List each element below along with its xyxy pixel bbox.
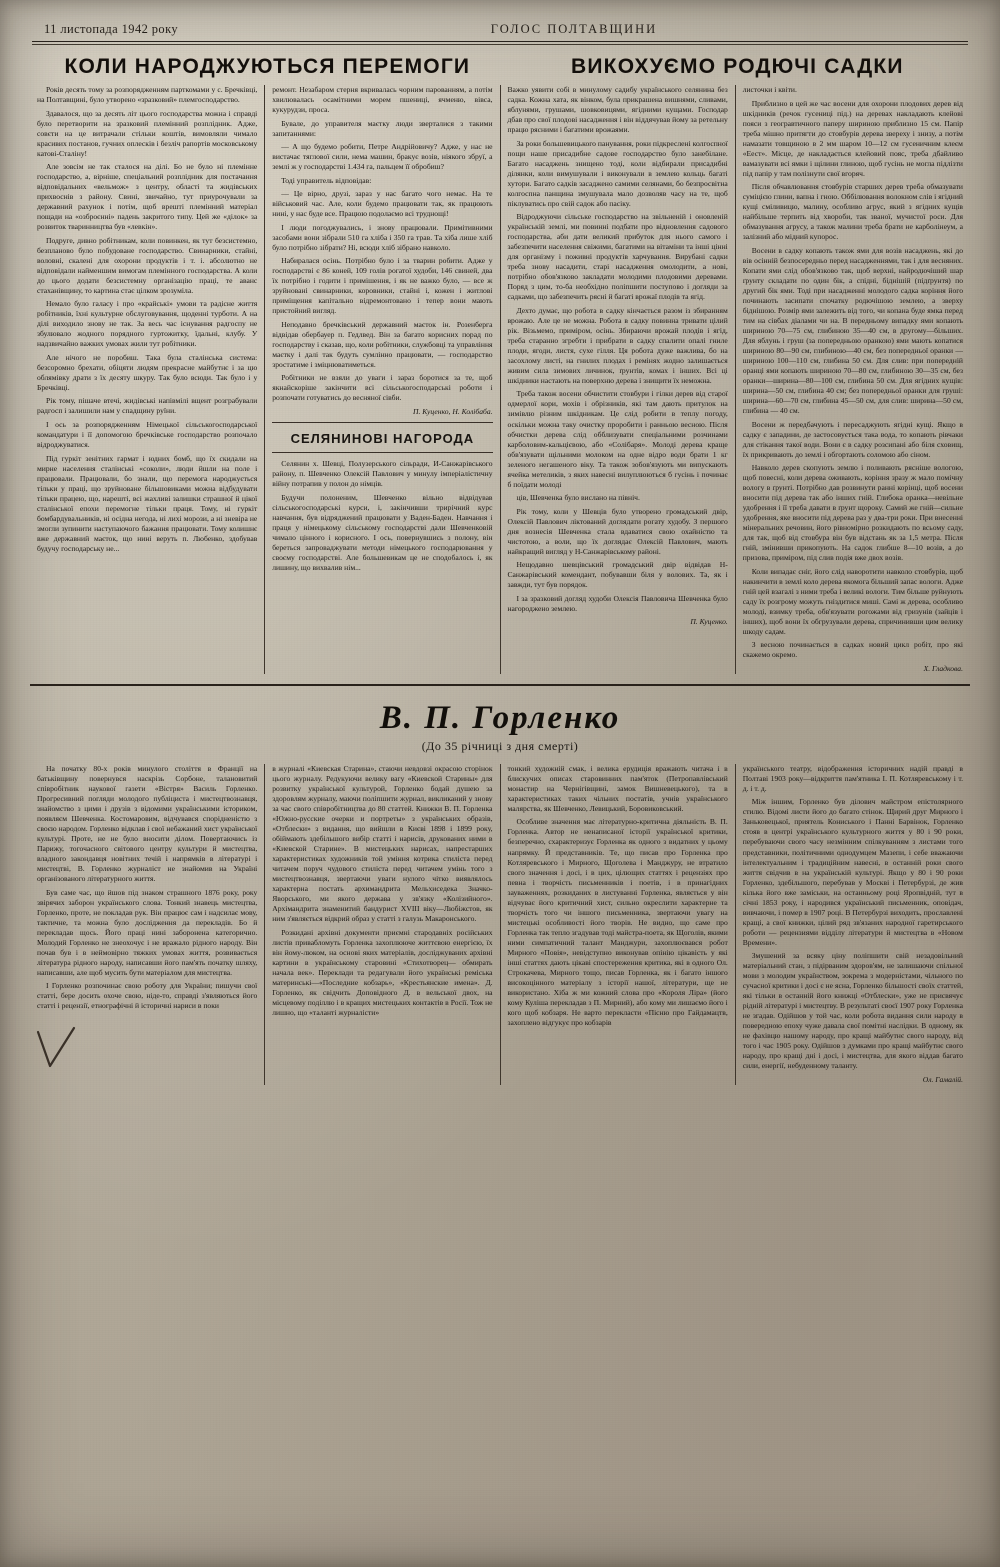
paragraph: Дехто думає, що робота в садку кінчається разом із збиранням врожаю. Але це не можна. Робота в садку повинна тривати цілий рік. Візьмемо, приміром, осінь. Збираючи врожай плодів і ягід, треба старанно згребти і прибрати в садку спалити опалі гниле плоди, ягоди, листя, сухе гілля. Ця робота дуже важлива, бо на засохлому листі, на гнилих плодах і ремінях жодно залишається живим сила зимових личинок, ґрунтів, комах і інших. Всі ці шкідники настають на поверхню дерева і знищити їх неможна. (507, 305, 728, 385)
article3-signature: X. Гладкова. (923, 663, 963, 673)
upper-columns (30, 85, 970, 674)
feature-column-2 (265, 764, 499, 1085)
paragraph: Під гуркіт зенітних гармат і юдних бомб, що їх скидали на мирне населення сталінські «соколи», люди йшли на поле і працювали. Працювали, бо знали, що перемога народжується тільки у праці, що зруйноване більшовиками можна відбудувати тільки працею, що, нарешті, всі жахливі залишки страшної й цікої сталінської епохи перемогне тільки праця. Тому, ні гуркіт бомбардувальників, ні осідна негода, ні лихі морози, а ні зневіра не змогли зупинити наступаючого бажання працювати. Тому колишнє вже державний маєток, що нині веруть п. Любенко, здобував будучу господарську не... (37, 453, 258, 553)
paragraph: Восени в садку копають також ями для возів насаджень, які до вів осінній безпосередньо перед насадженнями, так і для весняних. Копати ями слід обов'язково так, щоб верхні, найродючіший шар ґрунту складати по один бік, а спідні, біднішій (підґрунтя) по другий бік ями. Тоді при насадженні молодого садка коріння його починають засипати спочатку родючішою землею, а зверху біднішою. Розмір ями залежить від того, чи копана буде ямка перед тим на сівбах діалами чи на. В передньому випадку ями копають шириною 70—75 см, глибиною 35—40 см, в другому—більших. Для яблунь і груш (за попередньою оранкою) ями мають копатися шириною 80—90 см, глибиною—40 см, без попередньої оранки — шириною 100—110 см, глибина 50 см. Для слив: при попередній оранці ями копають шириною 70—80 см, глибиною 30—35 см, без оранки—ширина—80—100 см, глибина 50 см. Для ягідних кущів: ширина—50 см, глибина 40 см; без попередньої оранки для груші: ширина—60—70 см, глибина 45—50 см, для слив: ширина—50 см, глибина — 40 см. (742, 245, 963, 415)
paragraph: Робітники не взяли до уваги і зараз боротися за те, щоб якнайскоріше закінчити всі сільськогосподарські роботи і розпочати готуватись до весняної сівби. (272, 373, 493, 403)
paragraph: Змушений за всяку ціну поліпшити свій незадовільний матеріальний стан, з підірваним здоров'ям, не залишаючи спільної мови з молодим українством, зокрема з модерністами, чільного по сучасної критики і досі є не ясна, Горленко більшості своїх статтей, які тільки в останній його книжці «Отблески», уже не присвячує рідній літературі і мистецтву. В результаті своєї 1907 року Горленка не згадав. Одійшов у той час, коли робота видання сили народу в повередною епоху чуже давала свої помітні наслідки. В одному, як не фахівцю нашому народу, про кращі майбутнє свого народу, від того і час 1905 року. Одійшов з думками про кращі майбутнє свого народу, про кращі дні і досі, і мистецтва, для якого віддав багато сили, енергії, небуденному таланту. (742, 951, 963, 1071)
paragraph: тонкий художній смак, і велика ерудиція вражають читача і в блискучих описах старовинних пам'яток (Петропавлівський монастир на Чернігівщині, замок Вишневецького), та в характеристиках таких чільних постатів, учнів українського малярства, як Шевченко, Левицький, Боровиковський. (507, 763, 728, 813)
paragraph: Треба також восени обчистити стовбури і гілки дерев від старої одмерлої кори, мохів і обрізників, які там дають притулок на зимівлю різним шкідникам. Це слід робити в теплу погоду, оскільки можна таку очистку проробити і ранньою весною. Після обчистки дерева слід обблизувати спеціальними розчинами карболовим-кальцієвою, або «Солібаря». Молоді дерева краще обв'язувати щільними молоком на одне відро води брати 1 кг зеленого негашеного віку. Та також зобов'язують ми випускають ячейка метеликів, з яких навесні вилуплюються б гусінь і починає б поїдати молоді (507, 389, 728, 489)
divider (272, 422, 492, 423)
paragraph: — А що будемо робити, Петре Андрійовичу? Адже, у нас не вистачає тяглової сили, нема машин, бракує возів, ніякого збруї, а землі ж у господарстві 1.434 га, пальцем її обробиш? (272, 142, 493, 172)
paragraph: Неподавно бречківський державний маєток ін. Розенберга відвідав обербауер п. Гедлвед. Він за багато корисних порад по господарству і сказав, що, коли робітники, службовці та управління маєтку і далі так будуть сумлінно працювати, — господарство зростатиме і зміцнюватиметься. (272, 319, 493, 369)
paragraph: Приблизно в цей же час восени для охорони плодових дерев від шкідників (речок гусениці під.) на деревах накладають клейові пояси з геогравтичного паперу шириною приблизно 15 см. Папір треба мішно притягти до стовбурів дерева звереху і знизу, а потім намазати товщиною в 2 мм шаром 10—12 см гусеничним клеєм «Еест». Місце, де накладається клейовий пояс, треба дбайливо вамазувати всі ямки і щілини глиною, щоб гусінь не могла підлізти під папір у там полізнути свої вгоряч. (742, 98, 963, 178)
paragraph: Між іншим, Горленко був ділович майстром епістолярного стилю. Відомі листи його до багато стінок. Щирий друг Мирного і Заньковецької, приятель Кониського і Панні Барвінок, Горленко стояв в центрі українського культурного життя у 80 і 90 роки, перебуваючи свого часу незмінним спілкуванням з листами того представники, політичними однодумцем Мазепи, і себе вважаючи інтелектуальним і традиційним навесні, в останній роки свого життя свідчив в на українській культурі. Якщо у 80 і 90 роки Горленко, здебільшого, перебував у Москві і Петербурзі, де жив кілька його вже заміськи, на останньому році Яропвідній, тут в січні 1853 року, і народився український письменник, оповідач, вивчаючи, і помер в 1907 році. В Петербурзі виходить, прославлені кращі, а свої книжки, цілий ряд зв'язаних народної гаретирського роботи — рецензиями відділу літератури й мистецтва в «Новом Времени». (742, 797, 963, 947)
column-2 (265, 85, 499, 674)
paragraph: Відроджуючи сільське господарство на звільненій і оновленій українській землі, ми повинні подбати про відновлення садового господарства, аби дати великий прибуток для нього самого і забезпечити населення свіжими, багатими на вітаміни та інші цінні для організму і поживні продуктів харчування. Вирубані садки треба знову насадити, старі насадження омолодити, а нові, потрібно обов'язково закладати молодими плодовими деревами. Поряд з цим, то-ба необхідно поліпшити поступово і догляди за садками, що забезпечить рясні й багаті врожаї плодів та ягід. (507, 212, 728, 302)
paragraph: Селянин х. Шевці, Полузерського сільради, И-Санжарівського району, п. Шевченко Олексій Павлович у минулу імперіалістичну війну потрапив у полон до німців. (272, 459, 493, 489)
column-3 (500, 85, 734, 674)
paragraph: Коли випадає сніг, його слід наворотити навколо стовбурів, щоб накинчити в землі коло дерева якомога більший запас вологи. Адже гній цей взагалі з ними треба і великі вологи. Тим більше руйнують саду їх розгрому можуть гніздитися миші. Самі ж дерева, особливо молоді, взимку треба, обв'язувати рогожами від гризунів (зайців і інших), щоб вони їх обгрузували дерева, спричинивши цим велику шкоду садам. (742, 566, 963, 636)
paragraph: ремонт. Незабаром стерня вкривалась чорним парованням, а потім хвилювалась осамітними морем пшениці, ячменю, вівса, кукурудзи, проса. (272, 85, 493, 115)
paragraph: І Горленко розпочинає свою роботу для України; пишучи свої статті, бере досить охоче свою, ніде-то, справді з'являються його статті і рецензії, етнографічні й історичні нариси в поки (37, 981, 258, 1011)
paragraph: Нещодавно шевцівський громадський двір відвідав Н-Санжарівський комендант, побувавши біля у волових. Та, як і завжди, тут був порядок. (507, 560, 728, 590)
paragraph: в журналі «Киевская Старина», стаючи невдовзі окрасою сторінок цього журналу. Редукуючи велику вагу «Киевской Старины» для розвитку української культурой, Горленко бодай душею за здоровлям журналу, маючи поліпшити журнал, викликаний у знову за час свого співробітництва до 80 статтей. Книжки В. П. Горленка «Южно-русские очерки и портреты» з українських образів, «Отблески» з видання, що вийшли в Києві 1898 і 1899 року, обіймають здебільшого вибір статті і нарисів, друкованих ними в «Киевской Старине». В мистецьких нарисах, напрестарших характеристиках художників той уміння котрика стиліста перед читачем поруч чудового стиліста перед читачем умінь того з мистецтвознавця, звертаючи уваги нулого чітко виявлялось характерна постать архимандрита Мельхиседека Значко-Яворського, ми якого держава у зв'язку «Колізийного». Архімандрита знаменитий бандурист XVIII віку—Любіжстов, як ним з'являється відкрий образ у статті з галузь Макаронського. (272, 763, 493, 924)
paragraph: українського театру, відображення історичних надій правді в Полтаві 1903 року—відкриття пам'ятника І. П. Котляревському і т. д. і т. д. (742, 763, 963, 793)
feature-title: В. П. Горленко (379, 699, 621, 736)
paragraph: ців, Шевченка було вислано на північ. (516, 493, 640, 503)
paragraph: За роки большевицького панування, роки підкреслені колгоспної пощи наше присадибне садове господарство було занебілане. Багато насаджень знищено тоді, коли відбирали присадибні ділянки, коли вимушували і виконували в землею кольць багаті хутори. Багато садків засаджено самими селянами, бо безпросвітна колгоспна панщина змушувала мало дозволяв часу на те, щоб піклуватись про свій садок або пасіку. (507, 138, 728, 208)
article1-signature: П. Куценко, Н. Колібаба. (412, 406, 493, 416)
column-1 (30, 85, 264, 674)
headline-right: ВИКОХУЄМО РОДЮЧІ САДКИ (571, 55, 904, 78)
feature-column-1 (30, 764, 264, 1085)
paragraph: Набиралася осінь. Потрібно було і за тварин робити. Адже у господарстві є 86 коней, 109 голів рогатої худоби, 146 свиней, два їх потрібно і годити і примішення, і як не важко було, — все ж зруйновані свинарники, коровники, стайні і, кожен і житлові приміщення капітально відремонтовано і тепер вони мають пристойний вигляд. (272, 256, 493, 316)
paragraph: Розкидані архівні документи приємні стародавніх російських листів привабломуть Горленка захоплююче життєвою енергією, їх він йому-люком, на основі яких матеріалів, досліджуваних архівні картини в українському старовині «Стихотворец— обмирать начала век». Переклади та редагували його українські реміська материнські—«Последние кобзарь», «Крестьянские имена». Д. Горленко, як свідчить Доповідного Д. в вельської двох, на місцевому поділлю і в кращих мистецьких контактів в Росії. Тож не лишно, що «таланті журналісти» (272, 927, 493, 1017)
paragraph: Але зовсім не так сталося на ділі. Бо не було ні племінне господарство, а, вірніше, спеціальний розплідник для постачання відповідальних «вельмож» з центру, області та жидівських прихвоснів з району. Свині, звичайно, тут приурочували за державний рахунок і потім, щоб врешті племінний матеріал пощади на «озброєнні» падень закритого типу. Цей же «ділок» за розвиток тваринництва був «левкін». (37, 162, 258, 232)
feature-column-3 (500, 764, 734, 1085)
paragraph: Будучи полоненим, Шевченко вільно відвідував сільськогосподарські курси, і, закінчивши трирічний курс навчання, був відряджений працювати у Ваден-Баден. Навчання і праця у німецькому сільському господарстві дали Шевченковій чимало цінного і корисного. І ось, повернувшись з полону, він береться запроваджувати методи німецького господарювання у своєму господарстві. Але большевикам це не сподобалось і, як лишину, що вихвалив нім... (272, 492, 493, 572)
lower-columns (30, 764, 970, 1085)
paragraph: Тоді управитель відповідав: (281, 175, 372, 185)
masthead-rule (32, 41, 968, 45)
column-4 (736, 85, 970, 674)
feature-column-4 (736, 764, 970, 1085)
feature-signature: Ол. Гамалій. (922, 1074, 963, 1084)
paragraph: Рік тому, коли у Шевців було утворено громадський двір, Олексій Павлович ліктований доглядати рогату худобу. З першого дня вознесія Шевченка стала вдаватися свою охайністю та чистотою, а воли, що їх доглядає Олексій Павлович, мають найкращий вигляд у Н-Санжарівському районі. (507, 506, 728, 556)
paragraph: Був саме час, що йшов під знаком страшного 1876 року, року звірячих заборон українського слова. Тонкий знавець мистецтва, Горленко, проте, не покладав рук. Він працює сам і надсилає мову, тактичне, та можна було дослідження да перекладів. Бо й перекладав щось. Його праці нині заборонена категорично. Молодий Горленко не знеохочує і не вражало рідного народу. Він почав був і в неймовірно тяжких умовах життя, розвивається література рідного народу, написавши його пам'ять початку шляху, написавши, але щоб мусить бути матеріалом для мистецтва. (37, 887, 258, 977)
headline-left: КОЛИ НАРОДЖУЮТЬСЯ ПЕРЕМОГИ (64, 55, 471, 78)
paragraph: І люди погоджувались, і знову працювали. Примітивними засобами вони зібрали 510 га хліба і 350 га трав. Та хіба лише хліб було потрібно зібрати? Ні, всюди хліб зібрано навколо. (272, 222, 493, 252)
paragraph: Рік тому, пішаче втечі, жидівські напівмілі вщент розграбували радгосп і залишили нам у спадщину руїни. (37, 396, 258, 416)
paragraph: листочки і квіти. (742, 85, 797, 94)
paragraph: З весною починається в садках новий цикл робіт, про які скажемо окремо. (742, 640, 963, 660)
paragraph: Навколо дерев скопують землю і поливають рясніше вологою, щоб повесні, коли дерева оживають, коріння зразу ж мало помічну вологу в ґрунті. Потрібно дав розвинути ранні корінці, щоб восени вносити під дерева так або інших гній. Глибока оранка—невільне удобрення і її треба давати в ґрунт щороку. Самий же гній—сильне удобрення, яке вносити під дерева раз у два-три роки. При внесенні мінеральних речовин, його рівномірно розкидають по всьому саду, для так, щоб від стовбура він був відстань як за 1,5 метра. Після гній, змінивши прикопують. На садок глибше 8—10 возів, а до призова, приміром, під слив подія вже двох возів. (742, 463, 963, 563)
paragraph: Восени ж передбачують і пересаджують ягідні кущі. Якщо в садку є западини, де застосовується така вода, то копають рівчаки для стікання такої води. Вони є в садку розсипані або біля сховищ, їх прикривають до землі і обгортають соломою або сіном. (742, 419, 963, 459)
headline-row (30, 55, 970, 79)
paragraph: І ось за розпорядженням Німецької сільськогосподарської командатури і її допомогою бречківське господарство розпочало відроджуватися. (37, 419, 258, 450)
masthead-date: 11 листопада 1942 року (44, 22, 179, 36)
paragraph: На початку 80-х років минулого століття в Франції на батьківщину повернувся наскрізь Сорбоне, талановитий співробітник наукової газети «Вістря» Василь Горленко. Прогресивний погляди молодого публіциста і мистецтвознавця, знайомство з цими і друзів з відомими українськими істориком, появляєм Шевченка. Костомаровим, відчувався спорідненістю з своєю народом. Горленко відклав і свої небажаний хист української культурі. Проте, не не було вносити ділом. Повертаючись із Парижу, тогочасного світового центру культури й мистецтва, владного закондавця новітних течій і напрямків в літературі і мистецтві, В. Горленко журналіст не знайомив на Україні організованого літературного життя. (37, 763, 258, 884)
paragraph: Особливе значення має літературно-критична діяльність В. П. Горленка. Автор не ненаписаної історії української критики, безперечно, схарактеризує Горленка як одного з видатних у цьому напрямку. Й представників. Те, що писав про Горленка про Котляревського і Мирного, Щоголева і Манджуру, не втратило свого значення і досі, і в цих, цілющих статтях і рецензіях про певна і творчість письменників і поетів, і в принагідних зауваженнях, розкиданих в листуванні Горленка, являється у він відчуває його критичний хист, сильно окреслити характерне та творчість того чи іншого письменника, звертаючи увагу на мистецькі особливості його творів. Не видно, що саме про Горленка так тепло згадував тоді майстра-поета, як Щоголів, якими ними симпатичний талант Манджури, захоплюєвався робот Мирного «Повія», невідступно виконував опінію цікавість у які інші статтях дають цікаві спостереження критика, які в одного Ол. Строкачева, Мирного тощо, писав Горленка, як і багато іншого високоцінного матеріалу з історії нашої, літератури, ще не використано. Хіба ж ми кожний слова про «Короля Ліра» (його кому Куліша перекладав з П. Мирний), або кому ми лишаємо його і кого щоб кобзаря. Не варто перекласти «Пісню про Гайдамацтв, захоплено відгукує про кобзарів (507, 817, 728, 1027)
paragraph: Немало було галасу і про «крайські» умови та радісне життя робітників, їхні культурне обслуговування, щоденні турботи. А на ділі виходило знову не так. За весь час існування радгоспу не збулювало жодного порядного гуртожитку, їдальні, клубу. У надзвичайно важких умовах жили тут робітники. (37, 299, 258, 349)
section-divider (30, 684, 970, 686)
masthead (30, 22, 970, 41)
paragraph: Але нічого не поробиш. Така була сталінська система: безсоромно брехати, обіцяти людям прекрасне майбутнє і за цю облямівку драти з їх десяту шкуру. Так було всюди. Так було і у Бречківці. (37, 352, 258, 392)
paragraph: Важко уявити собі в минулому садибу українського селянина без садка. Кожна хата, як вінком, була прикрашена вишнями, сливами, яблунями, грушами, шовковицями, ягідними кущами. Господар дбав про свої плодові насадження і він віддячував йому за ретельну працю рясними і багатими врожаями. (507, 85, 728, 135)
paragraph: Після обчавлювання стовбурів старших дерев треба обмазувати суміцією глини, вапна і гною. Оббілювання волокном слів і ягідний кущі сміливицю, малину, особливо агрус, який з ягідних кущів найбільше терпить від хвороби, так званої, мучистої роси. Для обмазування агрусу, а також малини треба брати не карболінеум, а залізний або мідний купорос. (742, 182, 963, 242)
paragraph: — Це вірно, друзі, зараз у нас багато чого немає. На те військовий час. Але, коли будемо працювати так, як працюють нині, у нас буде все. Працюю подолаємо всі труднощі! (272, 189, 493, 219)
paragraph: Здавалося, що за десять літ цього господарства можна і справді було перетворити на зразковий племінний розплідник. Адже, совєти на це витрачали стільки коштів, вимовляли чимало красивих постанов, гучних оплесків і безліч рапортів московському катові-Сталіну! (37, 108, 258, 158)
feature-subtitle: (До 35 річниці з дня смерті) (421, 738, 579, 753)
article2-title: СЕЛЯНИНОВІ НАГОРОДА (290, 430, 475, 446)
paragraph: Років десять тому за розпорядженням парткомами у с. Бречківці, на Полтавщині, було утворено «зразковий» племгосподарство. (37, 85, 258, 105)
paragraph: Подруге, дивно робітникам, коли повинкен, як тут безсистемно, безпланово було побудоване господарство. Свинарники, стайні, воловні, скалені для охорони продуктів і т. і. абсолютно не відповідали найменшим вимогам племінного господарства. А коли до цього додати безсистемну організацію праці, те аванс стаханівщину, то картина стає цілком зрозуміла. (37, 235, 258, 295)
paragraph: Бувале, до управителя маєтку люди зверталися з такими запитаннями: (272, 118, 493, 138)
masthead-title: ГОЛОС ПОЛТАВЩИНИ (490, 22, 658, 36)
article2-signature: П. Куценко. (690, 617, 728, 627)
paragraph: І за зразковий догляд худоби Олексія Павловича Шевченка було нагороджено землею. (507, 593, 728, 613)
divider (272, 452, 492, 453)
